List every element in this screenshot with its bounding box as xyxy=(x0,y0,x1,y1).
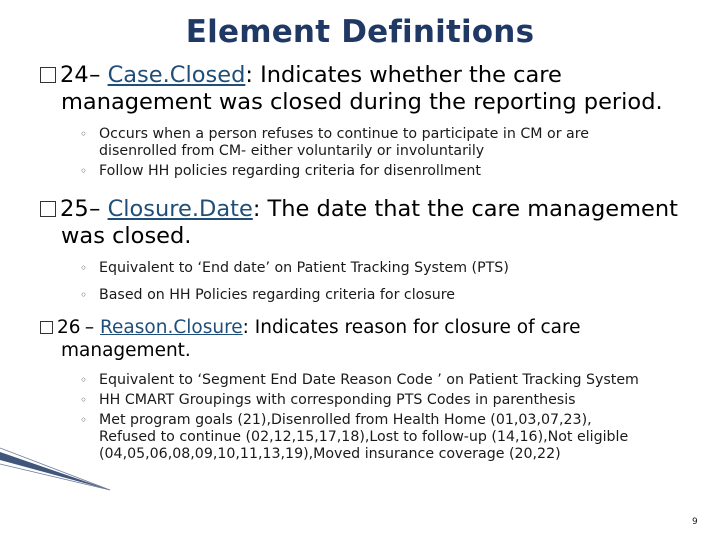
sub-bullet xyxy=(80,260,710,277)
sub-bullet-line: Follow HH policies regarding criteria for disenrollment xyxy=(99,163,481,179)
sub-bullet-line: Equivalent to ‘Segment End Date Reason Code ’ on Patient Tracking System xyxy=(99,372,639,388)
page-title: Element Definitions xyxy=(185,14,535,50)
corner-line xyxy=(0,448,110,490)
term-link[interactable]: Closure.Date xyxy=(107,196,253,222)
dash: – xyxy=(89,196,101,222)
dash: – xyxy=(89,62,101,88)
definition-heading xyxy=(40,196,710,250)
sub-bullet-list xyxy=(40,126,710,180)
definition-heading xyxy=(40,316,710,362)
definition-text: : Indicates whether the care xyxy=(245,62,562,88)
definition-item-26 xyxy=(40,316,710,463)
element-number: 25 xyxy=(60,196,89,222)
sub-bullet xyxy=(80,287,710,304)
term-link[interactable]: Reason.Closure xyxy=(100,317,243,338)
circle-bullet-icon: ◦ xyxy=(80,164,88,178)
sub-bullet xyxy=(80,372,710,389)
sub-bullet-line: HH CMART Groupings with corresponding PTS Codes in parenthesis xyxy=(99,392,576,408)
definition-text: : Indicates reason for closure of care xyxy=(242,317,581,338)
page-number: 9 xyxy=(692,517,698,527)
sub-bullet-list xyxy=(40,260,710,304)
sub-bullet-line: Occurs when a person refuses to continue to participate in CM or are xyxy=(99,126,589,142)
dash: – xyxy=(84,317,95,338)
sub-bullet-line: Equivalent to ‘End date’ on Patient Tracking System (PTS) xyxy=(99,260,509,276)
sub-bullet xyxy=(80,126,710,160)
sub-bullet-list xyxy=(40,372,710,463)
circle-bullet-icon: ◦ xyxy=(80,127,88,141)
circle-bullet-icon: ◦ xyxy=(80,288,88,302)
sub-bullet xyxy=(80,392,710,409)
sub-bullet-line: Met program goals (21),Disenrolled from Health Home (01,03,07,23), xyxy=(99,412,592,428)
sub-bullet-line: disenrolled from CM- either voluntarily or involuntarily xyxy=(99,143,485,159)
definition-item-24 xyxy=(40,62,710,180)
checkbox-square-icon xyxy=(40,201,56,217)
term-link[interactable]: Case.Closed xyxy=(107,62,246,88)
definition-text: : The date that the care management xyxy=(252,196,678,222)
definition-text-continued: management. xyxy=(61,340,191,361)
sub-bullet xyxy=(80,412,710,463)
circle-bullet-icon: ◦ xyxy=(80,393,88,407)
circle-bullet-icon: ◦ xyxy=(80,261,88,275)
sub-bullet-line: Based on HH Policies regarding criteria for closure xyxy=(99,287,455,303)
circle-bullet-icon: ◦ xyxy=(80,373,88,387)
corner-stripe-dark xyxy=(0,452,110,490)
definition-text-continued: was closed. xyxy=(61,223,192,249)
definition-item-25 xyxy=(40,196,710,304)
checkbox-square-icon xyxy=(40,321,53,334)
sub-bullet-line: (04,05,06,08,09,10,11,13,19),Moved insurance coverage (20,22) xyxy=(99,446,561,462)
circle-bullet-icon: ◦ xyxy=(80,413,88,427)
corner-line xyxy=(0,464,110,490)
sub-bullet xyxy=(80,163,710,180)
checkbox-square-icon xyxy=(40,67,56,83)
element-number: 26 xyxy=(57,317,81,338)
element-number: 24 xyxy=(60,62,89,88)
sub-bullet-line: Refused to continue (02,12,15,17,18),Lost to follow-up (14,16),Not eligible xyxy=(99,429,629,445)
definition-heading xyxy=(40,62,710,116)
definition-text-continued: management was closed during the reporting period. xyxy=(61,89,663,115)
corner-decoration xyxy=(0,438,120,498)
